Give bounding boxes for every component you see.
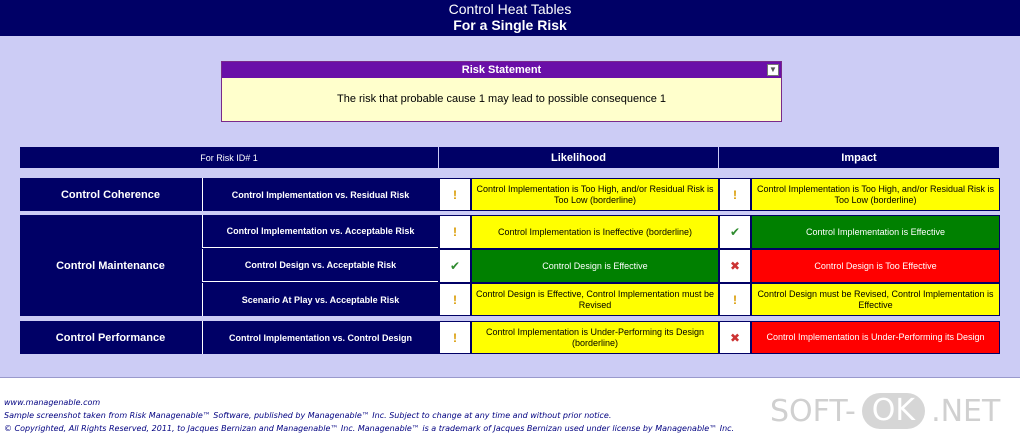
watermark-pill: OK xyxy=(862,393,925,429)
likelihood-status: Control Design is Effective, Control Implementation must be Revised xyxy=(471,283,719,316)
check-icon: ✔ xyxy=(719,215,751,249)
impact-status: Control Implementation is Too High, and/or Residual Risk is Too Low (borderline) xyxy=(751,178,1000,211)
page-header xyxy=(0,0,1020,36)
warning-icon: ! xyxy=(439,283,471,316)
column-header-likelihood: Likelihood xyxy=(439,147,718,168)
footer-copyright: © Copyrighted, All Rights Reserved, 2011, to Jacques Bernizan and Managenable™ Inc. Managenable™ is a trademark of Jacques Bernizan used under license by Managenable™ Inc. xyxy=(4,424,735,433)
page-title: Control Heat Tables xyxy=(448,1,572,17)
column-header-impact: Impact xyxy=(719,147,999,168)
warning-icon: ! xyxy=(439,178,471,211)
page-subtitle: For a Single Risk xyxy=(453,17,567,33)
footer-note: Sample screenshot taken from Risk Managenable™ Software, published by Managenable™ Inc. Subject to change at any time and without prior notice. xyxy=(4,411,612,420)
row-label: Control Implementation vs. Control Design xyxy=(202,321,438,354)
warning-icon: ! xyxy=(719,178,751,211)
check-icon: ✔ xyxy=(439,249,471,283)
impact-status: Control Design is Too Effective xyxy=(751,249,1000,283)
likelihood-status: Control Implementation is Ineffective (borderline) xyxy=(471,215,719,249)
chevron-down-icon[interactable]: ▼ xyxy=(767,64,779,76)
group-label-maintenance: Control Maintenance xyxy=(20,215,201,316)
warning-icon: ! xyxy=(439,321,471,354)
watermark-right: .NET xyxy=(931,393,1001,429)
group-label-performance: Control Performance xyxy=(20,321,201,354)
risk-statement-title: Risk Statement xyxy=(222,62,781,78)
risk-statement-text: The risk that probable cause 1 may lead to possible consequence 1 xyxy=(337,93,666,105)
row-label: Control Design vs. Acceptable Risk xyxy=(202,249,438,282)
row-label: Scenario At Play vs. Acceptable Risk xyxy=(202,283,438,316)
watermark-left: SOFT- xyxy=(770,393,856,429)
warning-icon: ! xyxy=(719,283,751,316)
impact-status: Control Implementation is Effective xyxy=(751,215,1000,249)
warning-icon: ! xyxy=(439,215,471,249)
cross-icon: ✖ xyxy=(719,321,751,354)
likelihood-status: Control Implementation is Under-Performing its Design (borderline) xyxy=(471,321,719,354)
watermark-logo xyxy=(770,392,1000,430)
risk-id-label: For Risk ID# 1 xyxy=(20,147,438,168)
row-label: Control Implementation vs. Acceptable Risk xyxy=(202,215,438,248)
risk-statement-panel xyxy=(221,61,782,122)
row-label: Control Implementation vs. Residual Risk xyxy=(202,178,438,211)
group-label-coherence: Control Coherence xyxy=(20,178,201,211)
cross-icon: ✖ xyxy=(719,249,751,283)
main-panel xyxy=(0,36,1020,378)
likelihood-status: Control Design is Effective xyxy=(471,249,719,283)
likelihood-status: Control Implementation is Too High, and/or Residual Risk is Too Low (borderline) xyxy=(471,178,719,211)
impact-status: Control Design must be Revised, Control Implementation is Effective xyxy=(751,283,1000,316)
footer-url[interactable]: www.managenable.com xyxy=(4,398,101,407)
impact-status: Control Implementation is Under-Performing its Design xyxy=(751,321,1000,354)
